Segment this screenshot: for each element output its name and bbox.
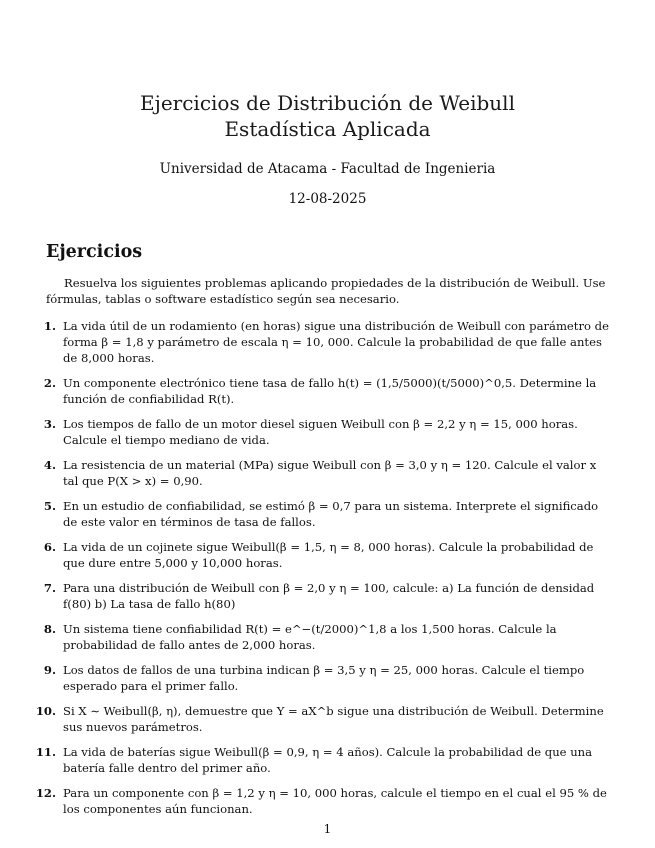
exercise-number: 8. <box>43 622 56 636</box>
exercise-item <box>43 621 612 653</box>
exercise-number: 4. <box>43 458 56 472</box>
document-date: 12-08-2025 <box>288 191 367 207</box>
page-number: 1 <box>323 822 332 836</box>
exercise-text: En un estudio de confiabilidad, se estimó β = 0,7 para un sistema. Interprete el significado de este valor en términos de tasa de fallos. <box>63 499 599 529</box>
exercise-item <box>43 498 612 530</box>
exercise-text: La vida útil de un rodamiento (en horas) sigue una distribución de Weibull con parámetro de forma β = 1,8 y parámetro de escala η = 10, 000. Calcule la probabilidad de que falle antes de 8,000 horas. <box>63 319 609 365</box>
document-title <box>0 90 655 142</box>
exercise-number: 5. <box>43 499 56 513</box>
exercise-text: Para una distribución de Weibull con β = 2,0 y η = 100, calcule: a) La función de densidad f(80) b) La tasa de fallo h(80) <box>63 581 595 611</box>
exercise-item <box>35 744 612 776</box>
exercise-item <box>43 375 612 407</box>
exercise-text: Si X ∼ Weibull(β, η), demuestre que Y = aX^b sigue una distribución de Weibull. Determine sus nuevos parámetros. <box>63 704 604 734</box>
title-line-1: Ejercicios de Distribución de Weibull <box>140 91 515 115</box>
section-heading: Ejercicios <box>46 242 143 262</box>
exercise-item <box>43 318 612 366</box>
exercise-text: La resistencia de un material (MPa) sigue Weibull con β = 3,0 y η = 120. Calcule el valor x tal que P(X > x) = 0,90. <box>63 458 597 488</box>
title-line-2: Estadística Aplicada <box>224 117 431 141</box>
exercise-text: La vida de baterías sigue Weibull(β = 0,9, η = 4 años). Calcule la probabilidad de que una batería falle dentro del primer año. <box>63 745 593 775</box>
exercise-number: 10. <box>35 704 56 718</box>
exercise-number: 11. <box>35 745 56 759</box>
exercise-number: 9. <box>43 663 56 677</box>
exercise-number: 2. <box>43 376 56 390</box>
exercise-number: 6. <box>43 540 56 554</box>
exercise-item <box>35 785 612 817</box>
exercise-number: 1. <box>43 319 56 333</box>
exercise-item <box>43 662 612 694</box>
exercise-number: 7. <box>43 581 56 595</box>
exercise-item <box>43 580 612 612</box>
exercise-text: Un sistema tiene confiabilidad R(t) = e^−(t/2000)^1,8 a los 1,500 horas. Calcule la probabilidad de fallo antes de 2,000 horas. <box>63 622 557 652</box>
exercise-text: Un componente electrónico tiene tasa de fallo h(t) = (1,5/5000)(t/5000)^0,5. Determine la función de confiabilidad R(t). <box>63 376 597 406</box>
exercise-text: La vida de un cojinete sigue Weibull(β = 1,5, η = 8, 000 horas). Calcule la probabilidad de que dure entre 5,000 y 10,000 horas. <box>63 540 594 570</box>
exercise-text: Los datos de fallos de una turbina indican β = 3,5 y η = 25, 000 horas. Calcule el tiempo esperado para el primer fallo. <box>63 663 585 693</box>
exercise-text: Los tiempos de fallo de un motor diesel siguen Weibull con β = 2,2 y η = 15, 000 horas. Calcule el tiempo mediano de vida. <box>63 417 578 447</box>
exercise-item <box>43 539 612 571</box>
section-intro: Resuelva los siguientes problemas aplicando propiedades de la distribución de Weibull. Use fórmulas, tablas o software estadístico según sea necesario. <box>46 276 606 306</box>
exercise-number: 3. <box>43 417 56 431</box>
exercise-number: 12. <box>35 786 56 800</box>
exercise-text: Para un componente con β = 1,2 y η = 10, 000 horas, calcule el tiempo en el cual el 95 % de los componentes aún funcionan. <box>63 786 607 816</box>
exercise-item <box>43 416 612 448</box>
exercise-item <box>43 457 612 489</box>
exercise-list <box>35 318 612 826</box>
exercise-item <box>35 703 612 735</box>
affiliation: Universidad de Atacama - Facultad de Ingenieria <box>159 161 496 177</box>
